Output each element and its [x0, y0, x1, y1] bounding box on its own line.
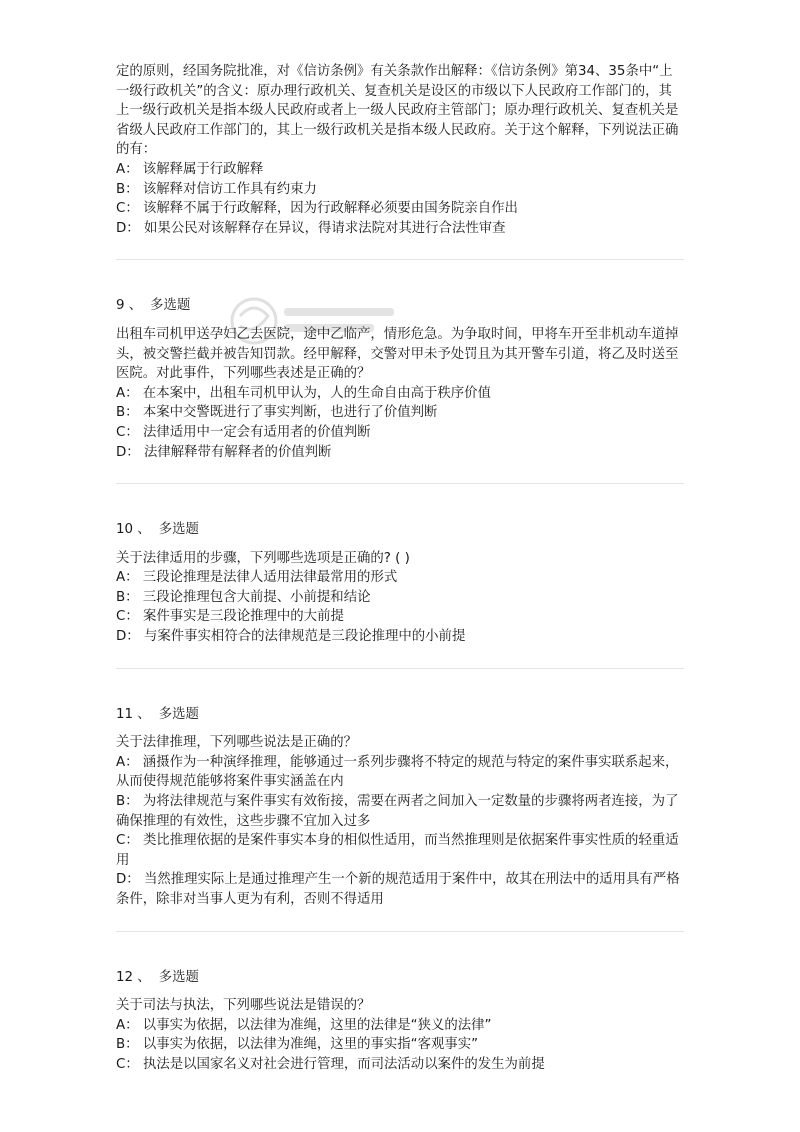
document-page	[116, 62, 684, 1075]
divider	[116, 931, 684, 932]
question-header	[116, 968, 684, 988]
question-number: 12 、	[116, 969, 151, 985]
option-a: A： 该解释属于行政解释	[116, 161, 264, 177]
option-a: A： 以事实为依据，以法律为准绳，这里的法律是“狭义的法律”	[116, 1017, 492, 1033]
divider	[116, 668, 684, 669]
question-12	[116, 968, 684, 1075]
option-b: B： 为将法律规范与案件事实有效衔接，需要在两者之间加入一定数量的步骤将两者连接，为了确保推理的有效性，这些步骤不宜加入过多	[116, 794, 679, 829]
question-stem: 关于司法与执法，下列哪些说法是错误的？	[116, 998, 371, 1014]
question-8-continuation	[116, 62, 684, 238]
question-stem: 关于法律推理，下列哪些说法是正确的？	[116, 735, 358, 751]
question-number: 9 、	[116, 298, 143, 314]
question-type: 多选题	[158, 706, 199, 722]
question-type: 多选题	[150, 298, 191, 314]
question-11	[116, 705, 684, 910]
question-header	[116, 296, 684, 316]
question-stem: 定的原则，经国务院批准，对《信访条例》有关条款作出解释：《信访条例》第34、35条中“上一级行政机关”的含义：原办理行政机关、复查机关是设区的市级以下人民政府工作部门的，其上一级行政机关是指本级人民政府或者上一级人民政府主管部门；原办理行政机关、复查机关是省级人民政府工作部门的，其上一级行政机关是指本级人民政府。关于这个解释，下列说法正确的有：	[116, 64, 679, 158]
option-a: A： 涵摄作为一种演绎推理，能够通过一系列步骤将不特定的规范与特定的案件事实联系起来，从而使得规范能够将案件事实涵盖在内	[116, 754, 679, 790]
question-9	[116, 296, 684, 462]
option-d: D： 当然推理实际上是通过推理产生一个新的规范适用于案件中，故其在刑法中的适用具有严格条件，除非对当事人更为有利，否则不得适用	[116, 872, 680, 907]
option-b: B： 该解释对信访工作具有约束力	[116, 181, 317, 197]
option-b: B： 以事实为依据，以法律为准绳，这里的事实指“客观事实”	[116, 1037, 479, 1053]
option-c: C： 类比推理依据的是案件事实本身的相似性适用，而当然推理则是依据案件事实性质的轻重适用	[116, 833, 679, 868]
question-header	[116, 705, 684, 725]
option-d: D： 如果公民对该解释存在异议，得请求法院对其进行合法性审查	[116, 220, 506, 236]
divider	[116, 259, 684, 260]
question-stem: 出租车司机甲送孕妇乙去医院，途中乙临产，情形危急。为争取时间，甲将车开至非机动车道掉头，被交警拦截并被告知罚款。经甲解释，交警对甲未予处罚且为其开警车引道，将乙及时送至医院。对此事件，下列哪些表述是正确的？	[116, 326, 679, 382]
question-stem: 关于法律适用的步骤，下列哪些选项是正确的? ( )	[116, 550, 410, 566]
option-a: A： 三段论推理是法律人适用法律最常用的形式	[116, 570, 398, 586]
question-number: 11 、	[116, 706, 151, 722]
option-b: B： 三段论推理包含大前提、小前提和结论	[116, 589, 371, 605]
divider	[116, 483, 684, 484]
question-type: 多选题	[158, 522, 199, 538]
option-c: C： 执法是以国家名义对社会进行管理，而司法活动以案件的发生为前提	[116, 1056, 545, 1072]
option-b: B： 本案中交警既进行了事实判断，也进行了价值判断	[116, 405, 438, 421]
option-c: C： 该解释不属于行政解释，因为行政解释必须要由国务院亲自作出	[116, 201, 518, 217]
option-c: C： 案件事实是三段论推理中的大前提	[116, 609, 344, 625]
question-type: 多选题	[158, 969, 199, 985]
option-c: C： 法律适用中一定会有适用者的价值判断	[116, 424, 371, 440]
option-d: D： 与案件事实相符合的法律规范是三段论推理中的小前提	[116, 629, 466, 645]
question-header	[116, 520, 684, 540]
question-number: 10 、	[116, 522, 151, 538]
option-a: A： 在本案中，出租车司机甲认为，人的生命自由高于秩序价值	[116, 385, 491, 401]
question-10	[116, 520, 684, 647]
option-d: D： 法律解释带有解释者的价值判断	[116, 444, 332, 460]
